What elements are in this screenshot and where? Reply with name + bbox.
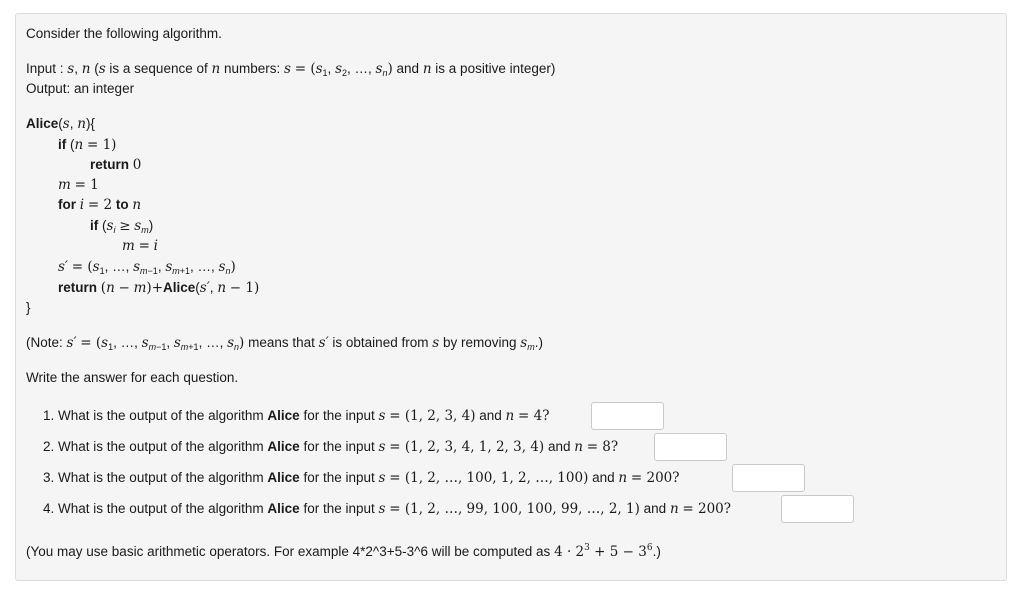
question-2: 2. What is the output of the algorithm Alice for the input s = (1, 2, 3, 4, 1, 2, 3, 4) and n = 8?	[43, 439, 619, 455]
alg-header: Alice(s, n){	[26, 116, 95, 132]
question-1: 1. What is the output of the algorithm Alice for the input s = (1, 2, 3, 4) and n = 4?	[43, 408, 550, 424]
question-3: 3. What is the output of the algorithm Alice for the input s = (1, 2, …, 100, 1, 2, …, 100) and n = 200?	[43, 470, 680, 486]
question-panel	[15, 13, 1007, 581]
alg-if-line: if (n = 1)	[58, 137, 117, 153]
alg-m-init: m = 1	[58, 177, 99, 193]
alg-return-0: return 0	[90, 157, 142, 173]
output-line: Output: an integer	[26, 81, 135, 96]
input-line: Input : s, n (s is a sequence of n numbers: $s = (s_1$, $s_2$, …, $s_n$) and n is a positive integer)	[26, 61, 556, 78]
intro-text: Consider the following algorithm.	[26, 26, 222, 41]
answer-input-4[interactable]	[781, 495, 854, 523]
alg-close-brace: }	[26, 300, 31, 315]
alg-return-rec: return (n − m)+Alice(s′, n − 1)	[58, 280, 260, 296]
answer-input-1[interactable]	[591, 402, 664, 430]
instruction-text: Write the answer for each question.	[26, 370, 239, 385]
alg-sprime-line: $s' = (s_1$, …, $s_{m-1}$, $s_{m+1}$, …, $s_n$)	[58, 259, 236, 276]
footer-note: (You may use basic arithmetic operators. For example 4*2^3+5-3^6 will be computed as $4 \cdot 2^3 + 5 - 3^6$.)	[26, 543, 661, 560]
answer-input-2[interactable]	[654, 433, 727, 461]
answer-input-3[interactable]	[732, 464, 805, 492]
note-line: (Note: $s' = (s_1$, …, $s_{m-1}$, $s_{m+1}$, …, $s_n$) means that s′ is obtained from s by removing $s_m$.)	[26, 335, 543, 352]
alg-inner-if: if $(s_i \ge s_m)$	[90, 218, 154, 235]
question-4: 4. What is the output of the algorithm Alice for the input s = (1, 2, …, 99, 100, 100, 99, …, 2, 1) and n = 200?	[43, 501, 732, 517]
alg-m-assign: m = i	[122, 238, 158, 254]
alg-for-line: for i = 2 to n	[58, 197, 142, 213]
